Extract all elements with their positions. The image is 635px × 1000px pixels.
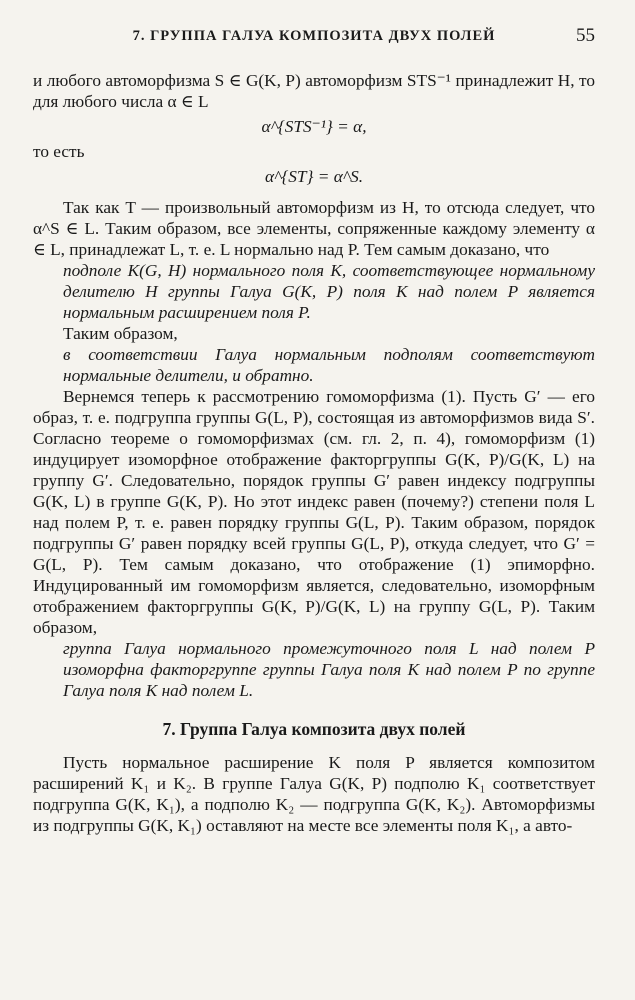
that-is-label: то есть [33, 142, 85, 161]
theorem-galois-correspondence: в соответствии Галуа нормальным подполям соответствуют нормальные делители, и обратно. [63, 345, 595, 385]
paragraph-since: Так как T — произвольный автоморфизм из H, то отсюда следует, что α^S ∈ L. Таким образом, все элементы, сопряженные каждому элементу α ∈ L, принадлежат L, т. е. L нормально над P. Тем самым доказано, что [33, 198, 595, 259]
section-heading: 7. Группа Галуа композита двух полей [162, 719, 466, 739]
paragraph-composite: Пусть нормальное расширение K поля P является композитом расширений K₁ и K₂. В группе Галуа G(K, P) подполю K₁ соответствует подгруппа G(K, K₁), а подполю K₂ — подгруппа G(K, K₂). Автоморфизмы из подгруппы G(K, K₁) оставляют на месте все элементы поля K₁, а авто- [33, 753, 595, 835]
page-header [33, 25, 595, 58]
running-title: 7. ГРУППА ГАЛУА КОМПОЗИТА ДВУХ ПОЛЕЙ [132, 28, 496, 44]
formula-2: α^{ST} = α^S. [264, 167, 364, 186]
paragraph-thus: Таким образом, [63, 324, 178, 343]
page-body [33, 70, 595, 836]
paragraph-continuation: и любого автоморфизма S ∈ G(K, P) автоморфизм STS⁻¹ принадлежит H, то для любого числа α ∈ L [33, 71, 595, 111]
formula-1: α^{STS⁻¹} = α, [261, 117, 367, 136]
paragraph-homomorphism: Вернемся теперь к рассмотрению гомоморфизма (1). Пусть G′ — его образ, т. е. подгруппа группы G(L, P), состоящая из автоморфизмов вида S′. Согласно теореме о гомоморфизмах (см. гл. 2, п. 4), гомоморфизм (1) индуцирует изоморфное отображение факторгруппы G(K, P)/G(K, L) на группу G′. Следовательно, порядок группы G′ равен индексу подгруппы G(K, L) в группе G(K, P). Но этот индекс равен (почему?) степени поля L над полем P, т. е. равен порядку группы G(L, P). Таким образом, порядок подгруппы G′ равен порядку всей группы G(L, P), откуда следует, что G′ = G(L, P). Тем самым доказано, что отображение (1) эпиморфно. Индуцированный им гомоморфизм является, следовательно, изоморфным отображением факторгруппы G(K, P)/G(K, L) на группу G(L, P). Таким образом, [33, 387, 595, 637]
theorem-factor-group: группа Галуа нормального промежуточного поля L над полем P изоморфна факторгруппе группы Галуа поля K над полем P по группе Галуа поля K над полем L. [63, 639, 595, 700]
page-number: 55 [576, 25, 595, 46]
theorem-normal-subfield: подполе K(G, H) нормального поля K, соответствующее нормальному делителю H группы Галуа G(K, P) поля K над полем P является нормальным расширением поля P. [63, 261, 595, 322]
